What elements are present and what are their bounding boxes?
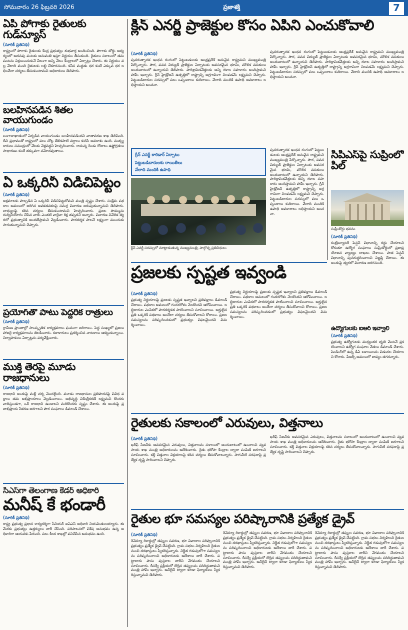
story-clean-energy-headline [131,19,404,49]
page-number: 7 [389,2,404,15]
headline: సిపిఎస్‌పై సుప్రీంలో పిల్ [331,150,404,173]
story-cps-pil-body [331,233,404,325]
headline: ఉద్యోగులకు ఐఆర్ ఇవ్వాలి [331,326,390,332]
story-clean-energy-body [131,50,266,146]
court-building-illustration [331,190,404,226]
headline: ప్రయోగ్‌తో పాటు పెద్దరిక రాత్రులు [3,309,113,318]
highlight-box [131,148,266,176]
story-fertilizer-body-1 [131,435,266,507]
byline: (సూరికీ ప్రతినిధి) [3,319,30,325]
subhead: సీఎస్‌గా తెలంగాణ కేడర్ అధికారి [3,487,99,495]
headline: ప్రజలకు స్పష్టత ఇవ్వండి [131,265,287,283]
article-body: రెవెన్యూ రికార్డుల్లో తప్పుల సవరణ, భూ వివాదాల పరిష్కారానికి ప్రభుత్వం ప్రత్యేక డ్రైవ్ చేపట్టింది. గ్రామ సభలు నిర్వహించి రైతుల నుంచి దరఖాస్తులు స్వీకరిస్తున్నారు. నిర్ణీత గడువులోగా సమస్యలను పరిష్కరించాలని అధికారులకు ఆదేశాలు జారీ చేశారు. పట్టాదారు పాసు పుస్తకాల జారీని వేగవంతం చేయాలని సూచించారు. రీసర్వే ప్రక్రియలో దొర్లిన తప్పులను సరిదిద్దుతామని మంత్రి హామీ ఇచ్చారు. ఆన్‌లైన్ ద్వారా కూడా ఫిర్యాదులు స్వీకరిస్తున్నామని తెలిపారు. [223,531,312,570]
story-fertilizer-body-2 [270,435,404,507]
news-photo-court [331,190,404,226]
byline: (సూరికీ ప్రతినిధి) [3,515,30,521]
divider [131,509,404,510]
byline: (సూరికీ ప్రతినిధి) [3,126,30,132]
story-no-one-spared [3,176,124,304]
column-divider [127,19,128,627]
story-employees-ir [331,326,404,411]
article-body: రాష్ట్ర ప్రభుత్వ ప్రధాన కార్యదర్శిగా సీనియర్ ఐఏఎస్ అధికారి నియమితులయ్యారు. ఈ మేరకు ప్రభుత్వం ఉత్తర్వులు జారీ చేసింది. పరిపాలనలో విశేష అనుభవం ఉన్న అధికారిగా ఆయనకు పేరుంది. పలు కీలక శాఖల్లో పనిచేసిన అనుభవం ఉంది. [3,522,124,536]
story-clarity-body-2 [230,290,327,412]
story-clean-energy-side [270,148,324,258]
divider [3,359,124,360]
story-cultural [3,309,124,357]
byline: (సూరికీ ప్రతినిధి) [331,234,358,239]
story-three-capitals [3,363,124,481]
article-body: బంగాళాఖాతంలో ఏర్పడిన వాయుగుండం బలహీనపడిందని వాతావరణ శాఖ తెలిపింది. దీని ప్రభావంతో రాష్ట్రంలో పలు చోట్ల తేలికపాటి వర్షాలు కురిసే అవకాశం ఉంది. మత్స్యకారులు సముద్రంలో వేటకు వెళ్లవద్దని హెచ్చరించారు. రానున్న రెండు రోజులు ఉష్ణోగ్రతలు సాధారణం కంటే తక్కువగా నమోదవుతాయి. [3,133,124,153]
divider [3,172,124,173]
divider [3,103,124,104]
byline: (సూరికీ ప్రతినిధి) [3,191,30,197]
headline: ముక్తి తెరపై మూడు రాజధానులు [3,363,76,384]
article-body: ఖరీఫ్ సీజన్‌కు అవసరమైన ఎరువులు, విత్తనాలను సకాలంలో అందుబాటులో ఉంచాలని వ్యవసాయ శాఖ మంత్రి అధికారులను ఆదేశించారు. రైతు భరోసా కేంద్రాల ద్వారా పంపిణీ జరగాలని సూచించారు. కల్తీ విత్తనాల విక్రయాలపై కఠిన చర్యలు తీసుకోవాలన్నారు. సాగునీటి సరఫరాపై ప్రత్యేక దృష్టి సారించాలని చెప్పారు. [270,435,404,454]
story-fertilizer-headline [131,416,404,434]
byline: (సూరికీ ప్రతినిధి) [3,385,30,390]
article-body: ప్రభుత్వ నిర్ణయాలపై ప్రజలకు స్పష్టత ఇవ్వాలని ప్రతిపక్షాలు డిమాండ్ చేశాయి. పథకాల అమలులో గందరగోళం నెలకొందని ఆరోపించాయి. లబ్ధిదారుల ఎంపికలో పారదర్శకత పాటించాలని సూచించాయి. అర్హులైన ప్రతి ఒక్కరికీ పథకాలు అందేలా చర్యలు తీసుకోవాలని కోరాయి. ప్రజల సమస్యలను పరిష్కరించడంలో ప్రభుత్వం విఫలమైందని విమర్శించాయి. [131,298,227,327]
story-land-drive-headline [131,512,404,530]
story-land-drive-body-3 [315,531,404,627]
byline: (సూరికీ ప్రతినిధి) [131,291,158,296]
article-body: ప్రభుత్వ ఉద్యోగులకు మధ్యంతర భృతి వెంటనే ప్రకటించాలని ఉద్యోగ సంఘాల నేతలు డిమాండ్ చేశారు. పెండింగ్‌లో ఉన్న డీఏ బకాయిలను విడుదల చేయాలని కోరారు. పీఆర్సీ అమలులో జాప్యం తగదన్నారు. [331,340,404,360]
box-item: పెట్టుబడిదారులకు రాయితీలు [135,159,183,165]
byline: (సూరికీ ప్రతినిధి) [331,333,358,339]
article-body: పునరుత్పాదక ఇంధన రంగంలో పెట్టుబడులకు ఆంధ్రప్రదేశ్ అనువైన రాష్ట్రమని ముఖ్యమంత్రి పేర్కొన్నారు. సౌర, పవన విద్యుత్ ప్రాజెక్టుల ఏర్పాటుకు అవసరమైన భూమి, మౌలిక వసతులు అందుబాటులో ఉన్నాయని తెలిపారు. పారిశ్రామికవేత్తలకు అన్ని రకాల సహకారం అందిస్తామని హామీ ఇచ్చారు. గ్రీన్ హైడ్రోజన్ ఉత్పత్తిలో రాష్ట్రాన్ని అగ్రగామిగా నిలపడమే లక్ష్యమని చెప్పారు. పెట్టుబడిదారుల సదస్సులో పలు ఒప్పందాలు కుదిరాయి. వేలాది మందికి ఉపాధి అవకాశాలు లభిస్తాయని అంచనా. [131,58,266,87]
story-clarity-headline [131,265,327,289]
story-weather [3,106,124,170]
article-body: అక్రమాలకు పాల్పడిన ఏ ఒక్కరినీ విడిచిపెట్టబోమని మంత్రి స్పష్టం చేశారు. సంక్షేమ పథకాల అమలులో జరిగిన అవకతవకలపై సమగ్ర విచారణ జరుపుతున్నామని తెలిపారు. బాధ్యులపై కఠిన చర్యలు తీసుకుంటామని హెచ్చరించారు. ప్రజల సొమ్మును దుర్వినియోగం చేసిన వారు ఎంతటి వారైనా శిక్ష తప్పదని అన్నారు. విచారణ నివేదిక త్వరలో ప్రభుత్వానికి అందజేస్తామని వెల్లడించారు. పారదర్శక పాలనే లక్ష్యంగా ముందుకు సాగుతున్నామని చెప్పారు. [3,198,124,228]
article-body: కంట్రిబ్యూటరీ పెన్షన్ విధానాన్ని రద్దు చేయాలని కోరుతూ ఉద్యోగ సంఘాలు సుప్రీంకోర్టులో ప్రజాప్రయోజన వ్యాజ్యం దాఖలు చేశాయి. పాత పెన్షన్ విధానాన్ని పునరుద్ధరించాలని విజ్ఞప్తి చేశాయి. ఈ అంశంపై త్వరలో విచారణ జరగనుంది. [331,241,404,265]
article-body: రాజధాని అంశంపై మళ్లీ చర్చ మొదలైంది. మూడు రాజధానుల ప్రతిపాదనపై వివిధ పక్షాలు తమ అభిప్రాయాలు వెల్లడించాయి. అభివృద్ధి వికేంద్రీకరణే లక్ష్యమని కొందరు వాదిస్తుండగా, ఒకే రాజధాని ఉండాలని మరికొందరు స్పష్టం చేశారు. ఈ అంశంపై ప్రజాభిప్రాయ సేకరణ జరగాలని పౌర సంఘాలు డిమాండ్ చేశాయి. [3,392,124,411]
headline: ఏపీ పోగాకు రైతులకు గుడ్‌న్యూస్ [3,19,87,42]
article-body: రెవెన్యూ రికార్డుల్లో తప్పుల సవరణ, భూ వివాదాల పరిష్కారానికి ప్రభుత్వం ప్రత్యేక డ్రైవ్ చేపట్టింది. గ్రామ సభలు నిర్వహించి రైతుల నుంచి దరఖాస్తులు స్వీకరిస్తున్నారు. నిర్ణీత గడువులోగా సమస్యలను పరిష్కరించాలని అధికారులకు ఆదేశాలు జారీ చేశారు. పట్టాదారు పాసు పుస్తకాల జారీని వేగవంతం చేయాలని సూచించారు. రీసర్వే ప్రక్రియలో దొర్లిన తప్పులను సరిదిద్దుతామని మంత్రి హామీ ఇచ్చారు. ఆన్‌లైన్ ద్వారా కూడా ఫిర్యాదులు స్వీకరిస్తున్నామని తెలిపారు. [315,531,404,570]
headline: బలహీనపడిన శీతల వాయుగుండం [3,106,73,126]
masthead-bar [0,0,408,16]
article-body: రెవెన్యూ రికార్డుల్లో తప్పుల సవరణ, భూ వివాదాల పరిష్కారానికి ప్రభుత్వం ప్రత్యేక డ్రైవ్ చేపట్టింది. గ్రామ సభలు నిర్వహించి రైతుల నుంచి దరఖాస్తులు స్వీకరిస్తున్నారు. నిర్ణీత గడువులోగా సమస్యలను పరిష్కరించాలని అధికారులకు ఆదేశాలు జారీ చేశారు. పట్టాదారు పాసు పుస్తకాల జారీని వేగవంతం చేయాలని సూచించారు. రీసర్వే ప్రక్రియలో దొర్లిన తప్పులను సరిదిద్దుతామని మంత్రి హామీ ఇచ్చారు. ఆన్‌లైన్ ద్వారా కూడా ఫిర్యాదులు స్వీకరిస్తున్నామని తెలిపారు. [131,539,220,578]
byline: (సూరికీ ప్రతినిధి) [131,436,158,441]
article-body: పునరుత్పాదక ఇంధన రంగంలో పెట్టుబడులకు ఆంధ్రప్రదేశ్ అనువైన రాష్ట్రమని ముఖ్యమంత్రి పేర్కొన్నారు. సౌర, పవన విద్యుత్ ప్రాజెక్టుల ఏర్పాటుకు అవసరమైన భూమి, మౌలిక వసతులు అందుబాటులో ఉన్నాయని తెలిపారు. పారిశ్రామికవేత్తలకు అన్ని రకాల సహకారం అందిస్తామని హామీ ఇచ్చారు. గ్రీన్ హైడ్రోజన్ ఉత్పత్తిలో రాష్ట్రాన్ని అగ్రగామిగా నిలపడమే లక్ష్యమని చెప్పారు. పెట్టుబడిదారుల సదస్సులో పలు ఒప్పందాలు కుదిరాయి. వేలాది మందికి ఉపాధి అవకాశాలు లభిస్తాయని అంచనా. [270,50,404,79]
story-tobacco [3,19,124,101]
story-land-drive-body-2 [223,531,312,627]
headline: ఏ ఒక్కరినీ విడిచిపెట్టం [3,176,121,191]
headline: రైతులకు సకాలంలో ఎరువులు, విత్తనాలు [131,416,323,430]
headline: క్లీన్ ఎనర్జీ ప్రాజెక్టుల కోసం ఏపీని ఎంచుకోవాలి [131,19,374,34]
byline: (సూరికీ ప్రతినిధి) [131,51,158,56]
divider [3,483,124,484]
article-body: రాష్ట్రంలో పొగాకు రైతులకు కేంద్ర ప్రభుత్వం శుభవార్త అందించింది. పొగాకు బోర్డు ఆధ్వర్యంలో అదనపు పంటకు అనుమతి ఇస్తూ నిర్ణయం తీసుకుంది. రైతులు సకాలంలో తమ పంటను విక్రయించుకునే వీలుగా అన్ని వేలం కేంద్రాలలో ఏర్పాట్లు చేశారు. ఈ నిర్ణయం వల్ల వేలాది మంది రైతులకు లబ్ధి చేకూరనుంది. కనీస మద్దతు ధర కంటే ఎక్కువ ధర లభించేలా చర్యలు తీసుకుంటామని అధికారులు తెలిపారు. [3,49,124,73]
headline: రైతుల భూ సమస్యల పరిష్కారానికి ప్రత్యేక డ్రైవ్ [131,512,355,526]
byline: (సూరికీ ప్రతినిధి) [131,532,158,537]
story-land-drive-body-1 [131,531,220,627]
paper-name: ప్రజాశక్తి [223,4,241,11]
box-item: గ్రీన్ ఎనర్జీ కారిడార్ ఏర్పాటు [135,152,180,157]
byline: (సూరికీ ప్రతినిధి) [3,42,30,48]
column-divider [327,148,328,260]
article-body: ఖరీఫ్ సీజన్‌కు అవసరమైన ఎరువులు, విత్తనాలను సకాలంలో అందుబాటులో ఉంచాలని వ్యవసాయ శాఖ మంత్రి అధికారులను ఆదేశించారు. రైతు భరోసా కేంద్రాల ద్వారా పంపిణీ జరగాలని సూచించారు. కల్తీ విత్తనాల విక్రయాలపై కఠిన చర్యలు తీసుకోవాలన్నారు. సాగునీటి సరఫరాపై ప్రత్యేక దృష్టి సారించాలని చెప్పారు. [131,443,266,462]
photo-caption-court: సుప్రీంకోర్టు భవనం [331,227,356,231]
story-clean-energy-body-cont [270,50,404,146]
divider [131,413,404,414]
date-line: సోమవారం 26 ఫిబ్రవరి 2026 [4,4,75,11]
article-body: ప్రభుత్వ నిర్ణయాలపై ప్రజలకు స్పష్టత ఇవ్వాలని ప్రతిపక్షాలు డిమాండ్ చేశాయి. పథకాల అమలులో గందరగోళం నెలకొందని ఆరోపించాయి. లబ్ధిదారుల ఎంపికలో పారదర్శకత పాటించాలని సూచించాయి. అర్హులైన ప్రతి ఒక్కరికీ పథకాలు అందేలా చర్యలు తీసుకోవాలని కోరాయి. ప్రజల సమస్యలను పరిష్కరించడంలో ప్రభుత్వం విఫలమైందని విమర్శించాయి. [230,290,327,319]
story-chief-secretary [3,487,124,627]
story-cps-pil-headline [331,150,404,190]
photo-caption: క్లీన్ ఎనర్జీ సదస్సులో మాట్లాడుతున్న ముఖ్యమంత్రి, పాల్గొన్న ప్రతినిధులు [131,246,227,250]
story-clarity-body-1 [131,290,227,412]
photo-illustration [131,178,266,245]
headline: మనీష్ కే భండారీ [3,495,106,515]
article-body: పునరుత్పాదక ఇంధన రంగంలో పెట్టుబడులకు ఆంధ్రప్రదేశ్ అనువైన రాష్ట్రమని ముఖ్యమంత్రి పేర్కొన్నారు. సౌర, పవన విద్యుత్ ప్రాజెక్టుల ఏర్పాటుకు అవసరమైన భూమి, మౌలిక వసతులు అందుబాటులో ఉన్నాయని తెలిపారు. పారిశ్రామికవేత్తలకు అన్ని రకాల సహకారం అందిస్తామని హామీ ఇచ్చారు. గ్రీన్ హైడ్రోజన్ ఉత్పత్తిలో రాష్ట్రాన్ని అగ్రగామిగా నిలపడమే లక్ష్యమని చెప్పారు. పెట్టుబడిదారుల సదస్సులో పలు ఒప్పందాలు కుదిరాయి. వేలాది మందికి ఉపాధి అవకాశాలు లభిస్తాయని అంచనా. [270,148,324,216]
article-body: గ్రామీణ ప్రాంతాల్లో సాంస్కృతిక కార్యక్రమాలు ఘనంగా జరిగాయి. పెద్ద సంఖ్యలో ప్రజలు హాజరై కార్యక్రమాలను తిలకించారు. కళాకారులు ప్రదర్శించిన నాటకాలు ఆకట్టుకున్నాయి. నిర్వాహకులు ఏర్పాట్లను పర్యవేక్షించారు. [3,326,124,341]
news-photo-meeting [131,178,266,245]
divider [3,305,124,306]
divider [131,262,327,263]
box-item: వేలాది మందికి ఉపాధి [135,167,171,172]
